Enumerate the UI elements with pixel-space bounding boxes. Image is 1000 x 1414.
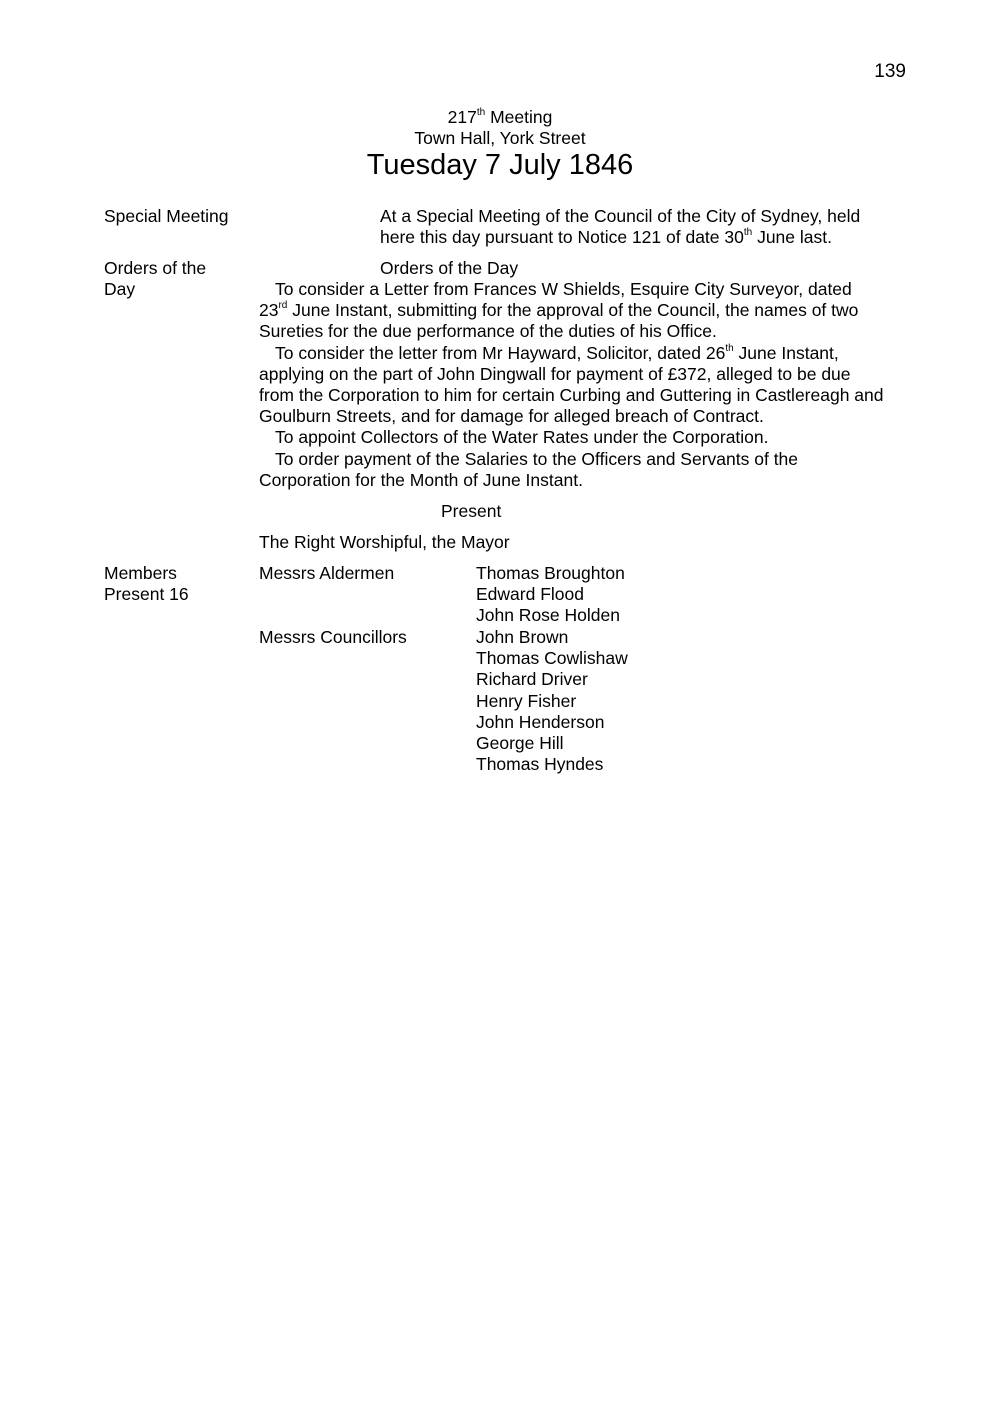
order-line: Goulburn Streets, and for damage for alleged breach of Contract. xyxy=(259,406,764,427)
order-line: To order payment of the Salaries to the Officers and Servants of the xyxy=(275,448,799,469)
margin-note-orders-line: Orders of the xyxy=(104,258,207,278)
order-item-4 xyxy=(259,449,939,491)
meeting-word: Meeting xyxy=(485,107,553,127)
order-line: Corporation for the Month of June Instant. xyxy=(259,469,583,490)
councillor-name: George Hill xyxy=(476,733,564,754)
order-line: To consider a Letter from Frances W Shields, Esquire City Surveyor, dated xyxy=(275,279,852,299)
margin-note-special-meeting: Special Meeting xyxy=(104,206,229,226)
order-line: To consider the letter from Mr Hayward, Solicitor, dated 26th June Instant, xyxy=(275,342,839,363)
councillors-label: Messrs Councillors xyxy=(259,627,407,647)
alderman-name: Thomas Broughton xyxy=(476,563,625,583)
councillor-name: Richard Driver xyxy=(476,669,588,690)
orders-list xyxy=(259,279,939,491)
order-line: 23rd June Instant, submitting for the approval of the Council, the names of two xyxy=(259,300,859,321)
meeting-venue: Town Hall, York Street xyxy=(414,128,586,148)
meeting-date: Tuesday 7 July 1846 xyxy=(366,149,634,181)
alderman-name: John Rose Holden xyxy=(476,605,620,626)
order-item-3 xyxy=(259,427,939,448)
margin-note-members-line: Present 16 xyxy=(104,584,189,605)
margin-note-members-line: Members xyxy=(104,563,177,583)
councillor-name: Thomas Hyndes xyxy=(476,754,604,775)
special-meeting-line: here this day pursuant to Notice 121 of date 30th June last. xyxy=(380,227,832,248)
councillors-list xyxy=(476,627,628,775)
councillor-name: Thomas Cowlishaw xyxy=(476,648,628,669)
order-item-2 xyxy=(259,343,939,428)
margin-note-members xyxy=(104,563,254,605)
meeting-number xyxy=(0,107,1000,128)
margin-note-orders xyxy=(104,258,254,300)
order-line: applying on the part of John Dingwall for payment of £372, alleged to be due xyxy=(259,363,851,384)
order-line: from the Corporation to him for certain Curbing and Guttering in Castlereagh and xyxy=(259,385,884,406)
order-line: Sureties for the due performance of the duties of his Office. xyxy=(259,321,717,342)
councillor-name: John Brown xyxy=(476,627,569,647)
councillor-name: Henry Fisher xyxy=(476,690,577,711)
margin-note-orders-line: Day xyxy=(104,279,136,300)
special-meeting-line: At a Special Meeting of the Council of the City of Sydney, held xyxy=(380,206,861,226)
meeting-number-value: 217 xyxy=(447,107,477,127)
present-title: Present xyxy=(441,501,502,521)
order-item-1 xyxy=(259,279,939,343)
aldermen-label: Messrs Aldermen xyxy=(259,563,395,583)
aldermen-list xyxy=(476,563,625,627)
page-number: 139 xyxy=(874,61,906,82)
alderman-name: Edward Flood xyxy=(476,584,584,605)
meeting-number-suffix: th xyxy=(476,107,486,119)
order-line: To appoint Collectors of the Water Rates under the Corporation. xyxy=(275,427,769,448)
councillor-name: John Henderson xyxy=(476,711,605,732)
orders-title: Orders of the Day xyxy=(380,258,519,278)
mayor-line: The Right Worshipful, the Mayor xyxy=(259,532,510,552)
special-meeting-text xyxy=(380,206,920,248)
